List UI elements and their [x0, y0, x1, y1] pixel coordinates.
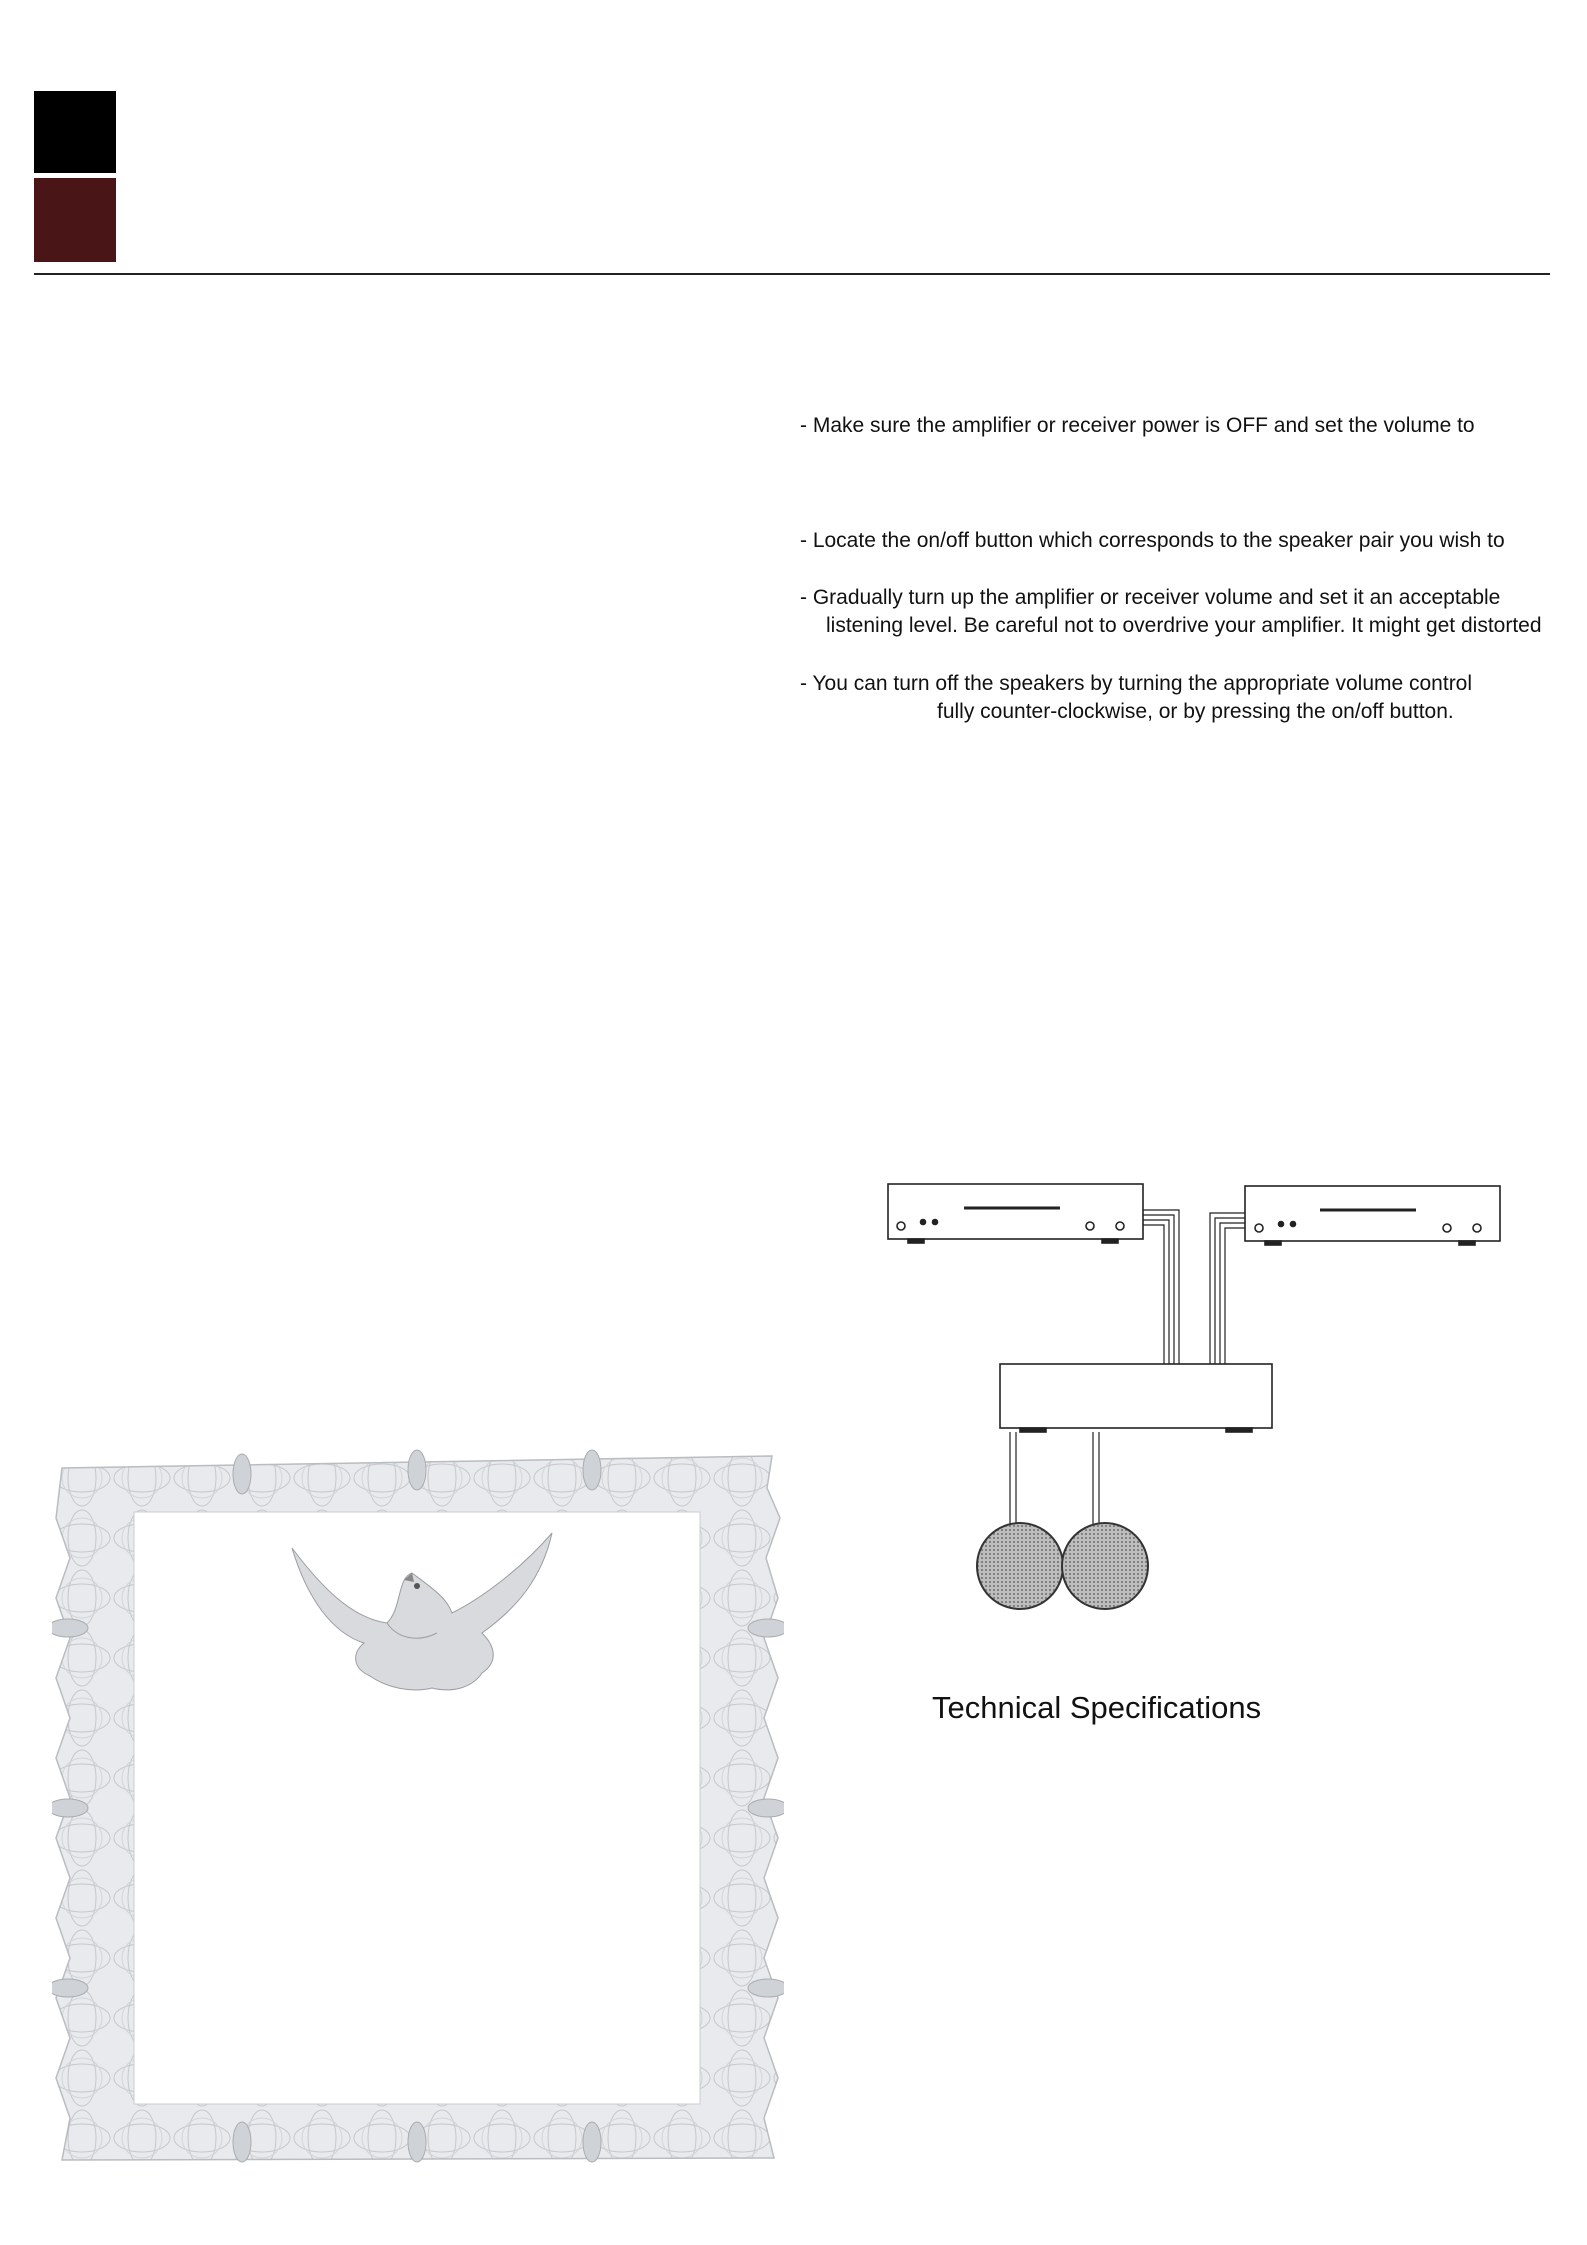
- section-heading: Technical Specifications: [932, 1690, 1262, 1725]
- amplifier-right: [1245, 1186, 1500, 1245]
- wiring-diagram: [880, 1180, 1510, 1650]
- header-divider: [34, 273, 1550, 275]
- instruction-line-1: - Make sure the amplifier or receiver power is OFF and set the volume to: [800, 414, 1475, 437]
- wires-right: [1210, 1213, 1245, 1364]
- instruction-line-6: fully counter-clockwise, or by pressing the on/off button.: [937, 700, 1454, 723]
- speaker-left: [977, 1523, 1063, 1609]
- speaker-selector-box: [1000, 1364, 1272, 1432]
- header-accent-maroon: [34, 178, 116, 262]
- instruction-line-3: - Gradually turn up the amplifier or receiver volume and set it an acceptable: [800, 586, 1501, 609]
- instruction-line-2: - Locate the on/off button which corresponds to the speaker pair you wish to: [800, 529, 1505, 552]
- speaker-right: [1062, 1523, 1148, 1609]
- instruction-line-4: listening level. Be careful not to overdrive your amplifier. It might get distorted: [826, 614, 1542, 637]
- wires-left: [1143, 1210, 1179, 1364]
- amplifier-left: [888, 1184, 1143, 1243]
- speaker-wires: [1010, 1432, 1099, 1537]
- speaker-pair: [977, 1523, 1148, 1609]
- header-accent-black: [34, 91, 116, 173]
- instruction-line-5: - You can turn off the speakers by turning the appropriate volume control: [800, 672, 1473, 695]
- decorative-certificate-frame: [52, 1448, 784, 2166]
